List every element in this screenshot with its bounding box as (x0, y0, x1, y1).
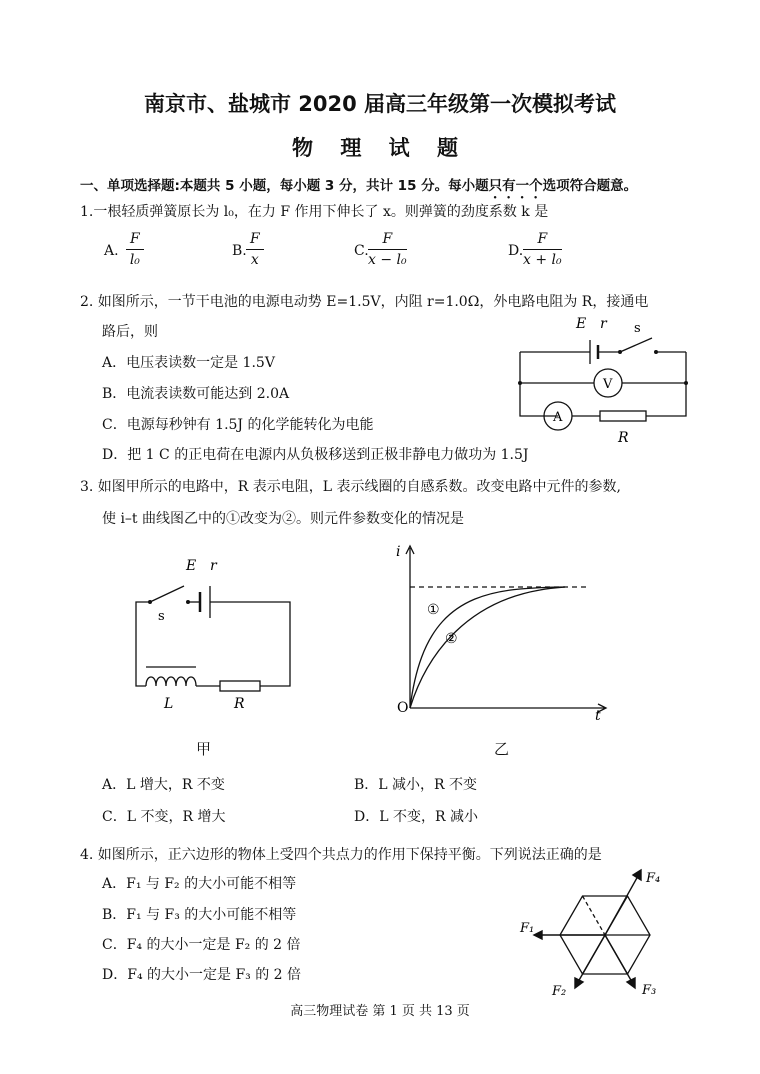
q3-option-d: D．L 不变，R 减小 (354, 809, 478, 825)
q3-label-R: R (234, 696, 245, 712)
q4-arrow-F2 (578, 935, 605, 982)
q2-option-d: D．把 1 C 的正电荷在电源内从负极移送到正极非静电力做功为 1.5J (102, 447, 529, 463)
q4-option-d: D．F₄ 的大小一定是 F₃ 的 2 倍 (102, 967, 302, 983)
q4-hexagon-force-diagram (510, 860, 680, 1000)
q2-label-r: r (600, 316, 607, 332)
q3-resistor (220, 681, 260, 691)
q4-option-a: A．F₁ 与 F₂ 的大小可能不相等 (102, 876, 297, 892)
q3-label-curve1: ① (427, 602, 440, 618)
q2-label-V: V (603, 377, 613, 392)
q1-option-d-fraction (523, 231, 562, 268)
q3-switch-blade (150, 586, 184, 602)
q3-option-b: B．L 减小，R 不变 (354, 777, 478, 793)
q4-label-F3: F₃ (642, 983, 657, 998)
section-heading-part-a: 一、单项选择题:本题共 5 小题，每小题 3 分，共计 15 分。每小题 (80, 178, 489, 194)
q1-option-b-fraction (246, 231, 264, 268)
q3-stem-line2: 使 i–t 曲线图乙中的①改变为②。则元件参数变化的情况是 (102, 511, 465, 527)
q4-label-F2: F₂ (552, 984, 567, 999)
q2-stem-line2: 路后，则 (102, 324, 158, 340)
q3-caption-jia: 甲 (196, 740, 212, 758)
section-heading-part-c: 选项符合题意。 (542, 178, 638, 194)
q4-option-b: B．F₁ 与 F₃ 的大小可能不相等 (102, 907, 297, 923)
q2-label-E: E (576, 316, 587, 332)
section-heading (80, 174, 637, 202)
q2-option-a: A．电压表读数一定是 1.5V (102, 355, 275, 371)
q1-option-a-fraction (126, 231, 144, 268)
q4-label-F1: F₁ (520, 921, 535, 936)
q3-label-r: r (210, 558, 217, 574)
q2-option-c: C．电源每秒钟有 1.5J 的化学能转化为电能 (102, 417, 374, 433)
q1-option-b-num: F (246, 231, 264, 250)
q3-option-a: A．L 增大，R 不变 (102, 777, 225, 793)
q1-option-b-label: B. (232, 243, 247, 259)
q1-option-d-den: x + l₀ (523, 252, 562, 268)
q1-option-c-num: F (368, 231, 407, 250)
q2-circuit-diagram (510, 310, 700, 450)
page-title: 南京市、盐城市 2020 届高三年级第一次模拟考试 (143, 92, 617, 116)
q1-option-a-label: A. (104, 243, 119, 259)
q1-option-d-num: F (523, 231, 562, 250)
q3-caption-yi: 乙 (494, 740, 510, 758)
q3-option-c: C．L 不变，R 增大 (102, 809, 226, 825)
q3-graph-yi (390, 540, 620, 730)
q2-resistor (600, 411, 646, 421)
q3-label-i: i (396, 544, 401, 560)
q2-switch-blade (620, 338, 652, 352)
q1-option-c-label: C. (354, 243, 369, 259)
q3-label-s: s (158, 609, 165, 624)
q4-arrow-F3 (605, 935, 632, 982)
q2-label-A: A (553, 410, 563, 425)
q3-stem-line1: 3. 如图甲所示的电路中，R 表示电阻，L 表示线圈的自感系数。改变电路中元件的参数, (80, 479, 621, 495)
q3-label-curve2: ② (445, 631, 458, 647)
q3-label-O: O (397, 700, 409, 716)
q3-inductor (146, 677, 196, 686)
section-heading-emphasis: 只有一个 (488, 178, 543, 194)
page-subtitle: 物 理 试 题 (292, 136, 468, 160)
q1-stem: 1.一根轻质弹簧原长为 l₀，在力 F 作用下伸长了 x。则弹簧的劲度系数 k 是 (80, 204, 549, 220)
page-footer: 高三物理试卷 第 1 页 共 13 页 (290, 1004, 470, 1019)
q4-option-c: C．F₄ 的大小一定是 F₂ 的 2 倍 (102, 937, 301, 953)
q1-option-c-fraction (368, 231, 407, 268)
q2-stem-line1: 2. 如图所示，一节干电池的电源电动势 E=1.5V，内阻 r=1.0Ω，外电路电阻为 R，接通电 (80, 294, 649, 310)
q3-label-t: t (595, 708, 601, 724)
q2-label-R: R (618, 430, 629, 446)
q3-label-L: L (164, 696, 174, 712)
q1-option-c-den: x − l₀ (368, 252, 407, 268)
q4-stem: 4. 如图所示，正六边形的物体上受四个共点力的作用下保持平衡。下列说法正确的是 (80, 847, 602, 863)
q3-circuit-jia (120, 550, 310, 720)
q1-option-a-den: l₀ (129, 252, 140, 268)
q1-option-a-num: F (126, 231, 144, 250)
q4-label-F4: F₄ (646, 871, 661, 886)
q1-option-b-den: x (250, 252, 259, 268)
q2-option-b: B．电流表读数可能达到 2.0A (102, 386, 290, 402)
q3-label-E: E (186, 558, 197, 574)
q1-option-d-label: D. (508, 243, 524, 259)
q2-label-s: s (634, 321, 641, 336)
